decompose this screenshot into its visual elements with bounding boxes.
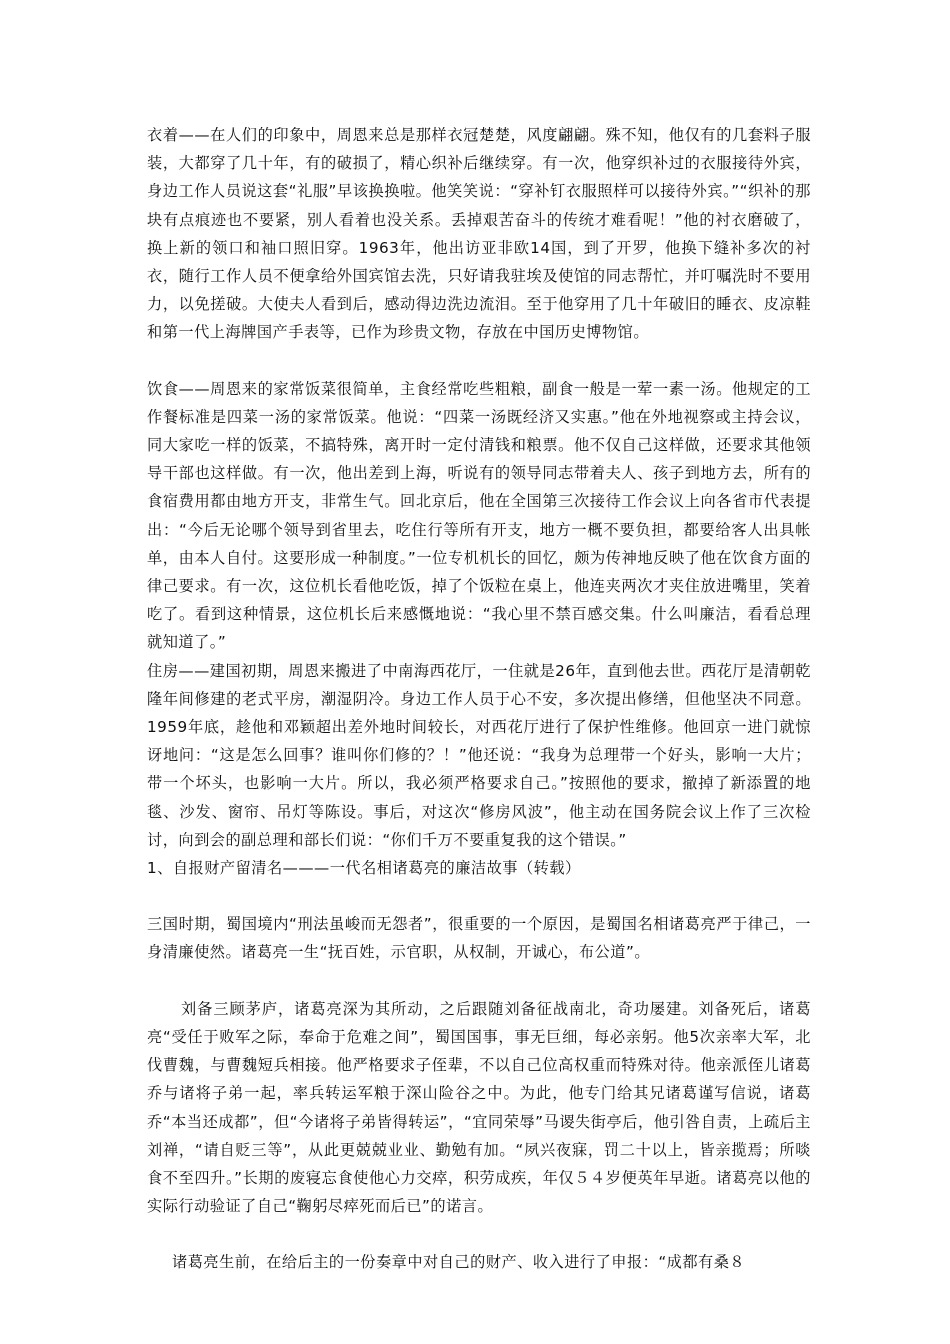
paragraph-asset-report: 诸葛亮生前，在给后主的一份奏章中对自己的财产、收入进行了申报：“成都有桑８ bbox=[172, 1253, 746, 1272]
paragraph-gap bbox=[147, 347, 811, 375]
paragraph-gap bbox=[147, 967, 811, 995]
document-body bbox=[147, 121, 811, 1277]
paragraph-clothing: 衣着——在人们的印象中，周恩来总是那样衣冠楚楚，风度翩翩。殊不知，他仅有的几套料子服装，大都穿了几十年，有的破损了，精心织补后继续穿。有一次，他穿织补过的衣服接待外宾，身边工作人员说这套“礼服”早该换换啦。他笑笑说：“穿补钉衣服照样可以接待外宾。”“织补的那块有点痕迹也不要紧，别人看着也没关系。丢掉艰苦奋斗的传统才难看呢！”他的衬衣磨破了，换上新的领口和袖口照旧穿。1963年，他出访亚非欧14国，到了开罗，他换下缝补多次的衬衣，随行工作人员不便拿给外国宾馆去洗，只好请我驻埃及使馆的同志帮忙，并叮嘱洗时不要用力，以免搓破。大使夫人看到后，感动得边洗边流泪。至于他穿用了几十年破旧的睡衣、皮凉鞋和第一代上海牌国产手表等，已作为珍贵文物，存放在中国历史博物馆。 bbox=[147, 126, 811, 342]
paragraph-three-kingdoms: 三国时期，蜀国境内“刑法虽峻而无怨者”，很重要的一个原因，是蜀国名相诸葛亮严于律己，一身清廉使然。诸葛亮一生“抚百姓，示官职，从权制，开诚心，布公道”。 bbox=[147, 915, 811, 962]
paragraph-housing: 住房——建国初期，周恩来搬进了中南海西花厅，一住就是26年，直到他去世。西花厅是清朝乾隆年间修建的老式平房，潮湿阴冷。身边工作人员于心不安，多次提出修缮，但他坚决不同意。1959年底，趁他和邓颖超出差外地时间较长，对西花厅进行了保护性维修。他回京一进门就惊讶地问：“这是怎么回事？谁叫你们修的？！”他还说：“我身为总理带一个好头，影响一大片；带一个坏头，也影响一大片。所以，我必须严格要求自己。”按照他的要求，撤掉了新添置的地毯、沙发、窗帘、吊灯等陈设。事后，对这次“修房风波”，他主动在国务院会议上作了三次检讨，向到会的副总理和部长们说：“你们千万不要重复我的这个错误。” bbox=[147, 661, 811, 849]
paragraph-gap bbox=[147, 882, 811, 910]
paragraph-diet: 饮食——周恩来的家常饭菜很简单，主食经常吃些粗粮，副食一般是一荤一素一汤。他规定的工作餐标准是四菜一汤的家常饭菜。他说：“四菜一汤既经济又实惠。”他在外地视察或主持会议，同大家吃一样的饭菜，不搞特殊，离开时一定付清钱和粮票。他不仅自己这样做，还要求其他领导干部也这样做。有一次，他出差到上海，听说有的领导同志带着夫人、孩子到地方去，所有的食宿费用都由地方开支，非常生气。回北京后，他在全国第三次接待工作会议上向各省市代表提出：“今后无论哪个领导到省里去，吃住行等所有开支，地方一概不要负担，都要给客人出具帐单，由本人自付。这要形成一种制度。”一位专机机长的回忆，颇为传神地反映了他在饮食方面的律己要求。有一次，这位机长看他吃饭，掉了个饭粒在桌上，他连夹两次才夹住放进嘴里，笑着吃了。看到这种情景，这位机长后来感慨地说：“我心里不禁百感交集。什么叫廉洁，看看总理就知道了。” bbox=[147, 379, 811, 652]
section-heading: 1、自报财产留清名———一代名相诸葛亮的廉洁故事（转载） bbox=[147, 859, 581, 878]
paragraph-zhuge-liang: 刘备三顾茅庐，诸葛亮深为其所动，之后跟随刘备征战南北，奇功屡建。刘备死后，诸葛亮“受任于败军之际，奉命于危难之间”，蜀国国事，事无巨细，每必亲躬。他5次亲率大军，北伐曹魏，与曹魏短兵相接。他严格要求子侄辈，不以自己位高权重而特殊对待。他亲派侄儿诸葛乔与诸将子弟一起，率兵转运军粮于深山险谷之中。为此，他专门给其兄诸葛谨写信说，诸葛乔“本当还成都”，但“今诸将子弟皆得转运”，“宜同荣辱”马谡失街亭后，他引咎自责，上疏后主刘禅，“请自贬三等”，从此更兢兢业业、勤勉有加。“夙兴夜寐，罚二十以上，皆亲揽焉；所啖食不至四升。”长期的废寝忘食使他心力交瘁，积劳成疾，年仅５４岁便英年早逝。诸葛亮以他的实际行动验证了自己“鞠躬尽瘁死而后已”的诺言。 bbox=[147, 999, 811, 1216]
paragraph-gap bbox=[147, 1220, 811, 1248]
